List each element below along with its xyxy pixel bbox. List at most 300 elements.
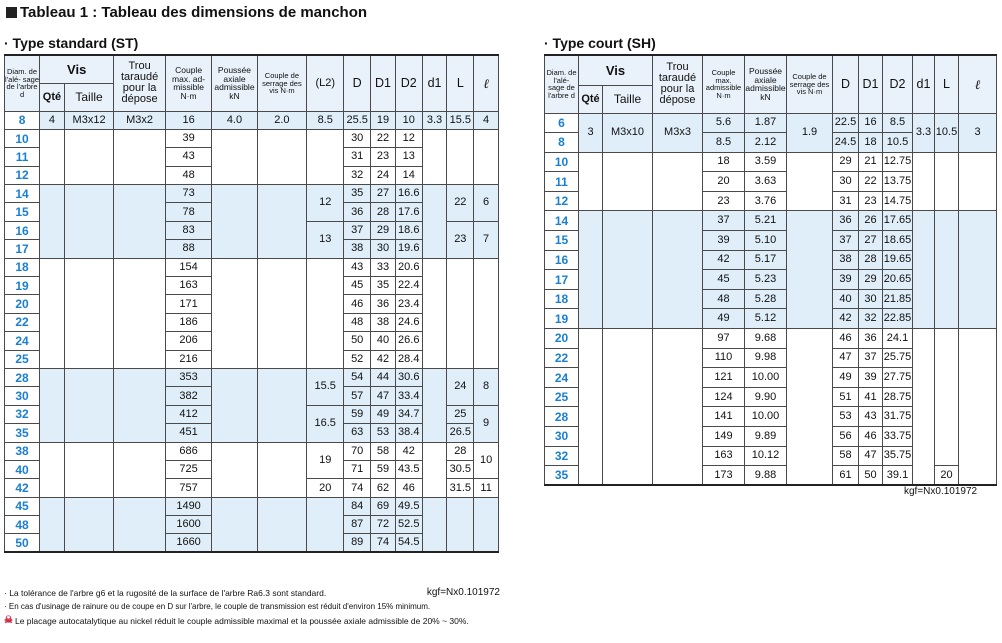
table-cell: 24.6 bbox=[395, 313, 422, 331]
diameter-cell: 32 bbox=[545, 446, 579, 466]
diameter-cell: 28 bbox=[545, 407, 579, 427]
table-cell: 31.5 bbox=[447, 479, 474, 497]
table-cell: 12.75 bbox=[883, 152, 913, 172]
table-cell bbox=[307, 497, 344, 552]
table-cell: 36 bbox=[371, 295, 396, 313]
table-cell: 49.5 bbox=[395, 497, 422, 515]
table-cell: 31.75 bbox=[883, 407, 913, 427]
diameter-cell: 11 bbox=[545, 172, 579, 192]
table-cell: 22 bbox=[371, 129, 396, 147]
table-cell: 24.5 bbox=[833, 133, 859, 153]
table-cell: 12 bbox=[307, 185, 344, 222]
table-cell bbox=[64, 129, 114, 184]
table-cell: 9.88 bbox=[745, 466, 787, 486]
table-cell: 28 bbox=[447, 442, 474, 460]
table-cell: 28.75 bbox=[883, 387, 913, 407]
table-cell: 23 bbox=[859, 191, 883, 211]
header-couple-serrage: Couple de serrage des vis N·m bbox=[257, 55, 307, 111]
table-cell: 12 bbox=[395, 129, 422, 147]
table-cell bbox=[64, 442, 114, 497]
table-cell: 30.5 bbox=[447, 460, 474, 478]
table-cell: 1600 bbox=[165, 516, 211, 534]
table-cell: 8.5 bbox=[307, 111, 344, 129]
table-cell bbox=[913, 211, 935, 329]
table-cell: 88 bbox=[165, 240, 211, 258]
table-cell: 36 bbox=[833, 211, 859, 231]
table-cell bbox=[959, 211, 997, 329]
table-cell: 59 bbox=[371, 460, 396, 478]
table-cell bbox=[40, 442, 65, 497]
diameter-cell: 14 bbox=[5, 185, 40, 203]
table-cell: 47 bbox=[371, 387, 396, 405]
table-cell bbox=[257, 258, 307, 368]
header-diam: Diam. de l'alé- sage de l'arbre d bbox=[5, 55, 40, 111]
table-cell: 4 bbox=[474, 111, 499, 129]
sh-header-couple-serrage: Couple de serrage des vis N·m bbox=[787, 55, 833, 113]
table-cell: 83 bbox=[165, 221, 211, 239]
diameter-cell: 11 bbox=[5, 148, 40, 166]
table-cell bbox=[935, 211, 959, 329]
diameter-cell: 15 bbox=[545, 231, 579, 251]
diameter-cell: 18 bbox=[545, 289, 579, 309]
table-cell: 1490 bbox=[165, 497, 211, 515]
table-cell: 171 bbox=[165, 295, 211, 313]
table-cell: 4.0 bbox=[212, 111, 257, 129]
table-cell bbox=[603, 152, 653, 211]
header-qte: Qté bbox=[40, 83, 65, 111]
table-cell: 38.4 bbox=[395, 424, 422, 442]
diameter-cell: 17 bbox=[5, 240, 40, 258]
table-cell: 89 bbox=[344, 534, 371, 552]
table-cell: 451 bbox=[165, 424, 211, 442]
table-cell: 46 bbox=[344, 295, 371, 313]
table-cell: 3.3 bbox=[422, 111, 447, 129]
table-cell: 5.23 bbox=[745, 270, 787, 290]
diameter-cell: 19 bbox=[5, 277, 40, 295]
table-cell bbox=[422, 129, 447, 184]
table-cell: 39.1 bbox=[883, 466, 913, 486]
sh-header-trou: Trou taraudé pour la dépose bbox=[653, 55, 703, 113]
diameter-cell: 25 bbox=[5, 350, 40, 368]
table-cell: 4 bbox=[40, 111, 65, 129]
table-cell: 163 bbox=[703, 446, 745, 466]
table-cell: 6 bbox=[474, 185, 499, 222]
table-cell: 154 bbox=[165, 258, 211, 276]
table-cell: 1660 bbox=[165, 534, 211, 552]
diameter-cell: 35 bbox=[545, 466, 579, 486]
table-cell: 757 bbox=[165, 479, 211, 497]
diameter-cell: 24 bbox=[545, 368, 579, 388]
table-cell: 10.5 bbox=[883, 133, 913, 153]
table-cell: 31 bbox=[833, 191, 859, 211]
table-cell: 412 bbox=[165, 405, 211, 423]
table-cell: 27.75 bbox=[883, 368, 913, 388]
table-cell: M3x3 bbox=[653, 113, 703, 152]
sh-header-D1: D1 bbox=[859, 55, 883, 113]
table-cell bbox=[653, 152, 703, 211]
table-cell: 45 bbox=[703, 270, 745, 290]
table-cell: 24 bbox=[371, 166, 396, 184]
table-cell: 52.5 bbox=[395, 516, 422, 534]
diameter-cell: 16 bbox=[545, 250, 579, 270]
table-cell: 26.6 bbox=[395, 332, 422, 350]
table-cell: 22.4 bbox=[395, 277, 422, 295]
table-cell bbox=[959, 152, 997, 211]
table-cell: 26 bbox=[859, 211, 883, 231]
table-row bbox=[5, 442, 499, 460]
diameter-cell: 38 bbox=[5, 442, 40, 460]
diameter-cell: 32 bbox=[5, 405, 40, 423]
diameter-cell: 30 bbox=[5, 387, 40, 405]
sh-header-d1: d1 bbox=[913, 55, 935, 113]
table-cell: 42 bbox=[395, 442, 422, 460]
table-cell: M3x10 bbox=[603, 113, 653, 152]
table-cell: 10.00 bbox=[745, 407, 787, 427]
table-cell: 173 bbox=[703, 466, 745, 486]
diameter-cell: 50 bbox=[5, 534, 40, 552]
table-cell: 29 bbox=[833, 152, 859, 172]
table-cell: 23 bbox=[447, 221, 474, 258]
table-cell: 22.85 bbox=[883, 309, 913, 329]
table-cell: 39 bbox=[703, 231, 745, 251]
table-cell: 43 bbox=[165, 148, 211, 166]
table-cell: 10 bbox=[395, 111, 422, 129]
table-cell: 42 bbox=[703, 250, 745, 270]
table-cell: 62 bbox=[371, 479, 396, 497]
table-cell: 206 bbox=[165, 332, 211, 350]
table-cell bbox=[212, 129, 257, 184]
table-row bbox=[5, 497, 499, 515]
table-cell: 216 bbox=[165, 350, 211, 368]
table-cell: 18 bbox=[859, 133, 883, 153]
header-D: D bbox=[344, 55, 371, 111]
table-cell: 57 bbox=[344, 387, 371, 405]
table-cell: 54 bbox=[344, 368, 371, 386]
table-cell bbox=[447, 497, 474, 552]
table-cell: 10.00 bbox=[745, 368, 787, 388]
standard-table-body bbox=[5, 111, 499, 552]
header-vis: Vis bbox=[40, 55, 114, 83]
table-cell: 3.76 bbox=[745, 191, 787, 211]
table-cell: 19.6 bbox=[395, 240, 422, 258]
diameter-cell: 19 bbox=[545, 309, 579, 329]
table-cell bbox=[307, 129, 344, 184]
header-couple: Couple max. ad- missible N·m bbox=[165, 55, 211, 111]
table-cell: 41 bbox=[859, 387, 883, 407]
table-cell: 2.12 bbox=[745, 133, 787, 153]
table-cell: 50 bbox=[344, 332, 371, 350]
table-cell: 13 bbox=[395, 148, 422, 166]
table-cell: 74 bbox=[344, 479, 371, 497]
notes bbox=[4, 586, 500, 628]
table-cell: 43 bbox=[859, 407, 883, 427]
court-table-body bbox=[545, 113, 997, 485]
table-cell: 20.65 bbox=[883, 270, 913, 290]
table-cell bbox=[64, 258, 114, 368]
table-cell: 30.6 bbox=[395, 368, 422, 386]
table-cell: 186 bbox=[165, 313, 211, 331]
diameter-cell: 10 bbox=[5, 129, 40, 147]
header-l2: (L2) bbox=[307, 55, 344, 111]
table-cell bbox=[64, 368, 114, 442]
table-cell: 87 bbox=[344, 516, 371, 534]
table-row bbox=[545, 211, 997, 231]
table-cell: 49 bbox=[371, 405, 396, 423]
table-cell: 53 bbox=[833, 407, 859, 427]
table-cell: 25.75 bbox=[883, 348, 913, 368]
table-cell: 36 bbox=[344, 203, 371, 221]
table-cell: 21 bbox=[859, 152, 883, 172]
table-cell: 47 bbox=[859, 446, 883, 466]
table-cell: 40 bbox=[833, 289, 859, 309]
table-cell: 39 bbox=[165, 129, 211, 147]
table-cell: 15.5 bbox=[447, 111, 474, 129]
table-cell bbox=[114, 129, 166, 184]
table-cell: 17.65 bbox=[883, 211, 913, 231]
table-cell bbox=[579, 152, 603, 211]
table-cell: 53 bbox=[371, 424, 396, 442]
court-type-title: · Type court (SH) bbox=[544, 35, 656, 51]
note-kgf: kgf=Nx0.101972 bbox=[426, 587, 500, 598]
table-cell: 9.68 bbox=[745, 329, 787, 349]
header-trou: Trou taraudé pour la dépose bbox=[114, 55, 166, 111]
table-cell: 72 bbox=[371, 516, 396, 534]
diameter-cell: 15 bbox=[5, 203, 40, 221]
table-cell: 42 bbox=[371, 350, 396, 368]
table-cell: 37 bbox=[859, 348, 883, 368]
table-cell bbox=[935, 152, 959, 211]
table-cell: 37 bbox=[344, 221, 371, 239]
table-cell: 50 bbox=[859, 466, 883, 486]
table-cell: 9 bbox=[474, 405, 499, 442]
diameter-cell: 8 bbox=[545, 133, 579, 153]
table-cell: 29 bbox=[859, 270, 883, 290]
diameter-cell: 28 bbox=[5, 368, 40, 386]
table-cell: 38 bbox=[344, 240, 371, 258]
table-cell bbox=[447, 129, 474, 184]
diameter-cell: 25 bbox=[545, 387, 579, 407]
table-cell: 20 bbox=[703, 172, 745, 192]
table-cell: 52 bbox=[344, 350, 371, 368]
table-cell bbox=[959, 329, 997, 486]
table-cell bbox=[40, 129, 65, 184]
table-cell: 26.5 bbox=[447, 424, 474, 442]
table-cell: 5.12 bbox=[745, 309, 787, 329]
diameter-cell: 40 bbox=[5, 460, 40, 478]
table-cell: 58 bbox=[833, 446, 859, 466]
note-usinage: · En cas d'usinage de rainure ou de coupe en D sur l'arbre, le couple de transmission est réduit d'environ 15% minimum. bbox=[4, 602, 431, 611]
table-cell: 84 bbox=[344, 497, 371, 515]
table-cell: 30 bbox=[344, 129, 371, 147]
diameter-cell: 35 bbox=[5, 424, 40, 442]
table-cell: 5.17 bbox=[745, 250, 787, 270]
standard-type-title: · Type standard (ST) bbox=[4, 35, 139, 51]
table-cell: 725 bbox=[165, 460, 211, 478]
table-cell bbox=[787, 329, 833, 486]
table-cell bbox=[114, 497, 166, 552]
diameter-cell: 22 bbox=[545, 348, 579, 368]
table-cell: 17.6 bbox=[395, 203, 422, 221]
table-cell: 149 bbox=[703, 427, 745, 447]
table-cell: 22 bbox=[447, 185, 474, 222]
table-cell: 35.75 bbox=[883, 446, 913, 466]
page-title-text: Tableau 1 : Tableau des dimensions de manchon bbox=[20, 4, 368, 21]
header-poussee: Poussée axiale admissible kN bbox=[212, 55, 257, 111]
diameter-cell: 12 bbox=[5, 166, 40, 184]
table-cell bbox=[64, 185, 114, 259]
table-cell: 3.63 bbox=[745, 172, 787, 192]
table-row bbox=[5, 368, 499, 386]
table-cell bbox=[212, 497, 257, 552]
table-cell: 9.98 bbox=[745, 348, 787, 368]
table-cell: 48 bbox=[165, 166, 211, 184]
table-cell: 54.5 bbox=[395, 534, 422, 552]
header-ell: ℓ bbox=[474, 55, 499, 111]
table-row bbox=[5, 129, 499, 147]
table-cell: 56 bbox=[833, 427, 859, 447]
diameter-cell: 8 bbox=[5, 111, 40, 129]
table-cell bbox=[114, 185, 166, 259]
table-cell: 18.65 bbox=[883, 231, 913, 251]
table-cell: 27 bbox=[859, 231, 883, 251]
diameter-cell: 45 bbox=[5, 497, 40, 515]
table-cell bbox=[257, 368, 307, 442]
table-cell: 5.6 bbox=[703, 113, 745, 133]
table-cell: 63 bbox=[344, 424, 371, 442]
table-cell: 10 bbox=[474, 442, 499, 479]
table-cell: 1.87 bbox=[745, 113, 787, 133]
table-cell: 24.1 bbox=[883, 329, 913, 349]
table-cell bbox=[257, 129, 307, 184]
table-cell: 30 bbox=[371, 240, 396, 258]
table-cell: 71 bbox=[344, 460, 371, 478]
table-cell bbox=[787, 211, 833, 329]
table-cell: 29 bbox=[371, 221, 396, 239]
table-cell: 19.65 bbox=[883, 250, 913, 270]
table-cell: 42 bbox=[833, 309, 859, 329]
table-cell: 22 bbox=[859, 172, 883, 192]
table-cell bbox=[579, 329, 603, 486]
table-cell: 28.4 bbox=[395, 350, 422, 368]
diameter-cell: 16 bbox=[5, 221, 40, 239]
table-cell: 5.10 bbox=[745, 231, 787, 251]
table-cell: 49 bbox=[703, 309, 745, 329]
table-cell bbox=[603, 211, 653, 329]
table-cell: 46 bbox=[833, 329, 859, 349]
table-row bbox=[5, 185, 499, 203]
table-cell: 27 bbox=[371, 185, 396, 203]
table-cell: 10.12 bbox=[745, 446, 787, 466]
table-cell bbox=[422, 497, 447, 552]
table-cell: 31 bbox=[344, 148, 371, 166]
table-cell: 33.75 bbox=[883, 427, 913, 447]
table-cell bbox=[474, 497, 499, 552]
header-taille: Taille bbox=[64, 83, 114, 111]
table-cell: 16 bbox=[165, 111, 211, 129]
table-cell: 48 bbox=[703, 289, 745, 309]
table-cell bbox=[114, 368, 166, 442]
table-cell bbox=[447, 258, 474, 368]
table-cell: 46 bbox=[859, 427, 883, 447]
table-cell: 22.5 bbox=[833, 113, 859, 133]
table-cell: 97 bbox=[703, 329, 745, 349]
table-cell: 78 bbox=[165, 203, 211, 221]
table-cell: 59 bbox=[344, 405, 371, 423]
sh-header-ell: ℓ bbox=[959, 55, 997, 113]
sh-header-taille: Taille bbox=[603, 85, 653, 113]
table-cell bbox=[579, 211, 603, 329]
table-cell bbox=[422, 442, 447, 497]
table-cell: 34.7 bbox=[395, 405, 422, 423]
table-cell bbox=[40, 258, 65, 368]
table-cell bbox=[474, 129, 499, 184]
table-cell: 2.0 bbox=[257, 111, 307, 129]
table-cell: 39 bbox=[833, 270, 859, 290]
table-cell bbox=[40, 185, 65, 259]
table-cell: 15.5 bbox=[307, 368, 344, 405]
diameter-cell: 22 bbox=[5, 313, 40, 331]
sh-header-couple: Couple max. admissible N·m bbox=[703, 55, 745, 113]
table-cell: 18 bbox=[703, 152, 745, 172]
table-cell: 32 bbox=[344, 166, 371, 184]
table-cell: 28 bbox=[859, 250, 883, 270]
table-cell bbox=[913, 329, 935, 486]
table-cell: 20 bbox=[935, 466, 959, 486]
sh-header-diam: Diam. de l'alé- sage de l'arbre d bbox=[545, 55, 579, 113]
table-row bbox=[545, 152, 997, 172]
sh-header-qte: Qté bbox=[579, 85, 603, 113]
table-cell: 45 bbox=[344, 277, 371, 295]
table-cell: 18.6 bbox=[395, 221, 422, 239]
table-row bbox=[5, 111, 499, 129]
table-cell: 39 bbox=[859, 368, 883, 388]
table-cell: 30 bbox=[833, 172, 859, 192]
table-cell bbox=[257, 497, 307, 552]
table-cell bbox=[212, 258, 257, 368]
table-cell: 25 bbox=[447, 405, 474, 423]
table-cell: M3x12 bbox=[64, 111, 114, 129]
sh-header-D: D bbox=[833, 55, 859, 113]
table-cell bbox=[64, 497, 114, 552]
table-cell: 37 bbox=[703, 211, 745, 231]
table-cell bbox=[422, 258, 447, 368]
table-cell: 5.28 bbox=[745, 289, 787, 309]
sh-header-L: L bbox=[935, 55, 959, 113]
diameter-cell: 10 bbox=[545, 152, 579, 172]
table-cell bbox=[212, 442, 257, 497]
table-cell: 23.4 bbox=[395, 295, 422, 313]
table-cell: 43.5 bbox=[395, 460, 422, 478]
sh-header-vis: Vis bbox=[579, 55, 653, 85]
table-cell bbox=[474, 258, 499, 368]
table-cell bbox=[212, 368, 257, 442]
diameter-cell: 6 bbox=[545, 113, 579, 133]
table-cell: 110 bbox=[703, 348, 745, 368]
table-cell: 686 bbox=[165, 442, 211, 460]
table-cell: 3.59 bbox=[745, 152, 787, 172]
table-cell bbox=[40, 368, 65, 442]
diameter-cell: 48 bbox=[5, 516, 40, 534]
table-cell: 23 bbox=[371, 148, 396, 166]
table-cell bbox=[257, 442, 307, 497]
sh-header-D2: D2 bbox=[883, 55, 913, 113]
table-cell bbox=[653, 329, 703, 486]
table-cell: 16.5 bbox=[307, 405, 344, 442]
table-row bbox=[545, 329, 997, 349]
table-cell: 124 bbox=[703, 387, 745, 407]
page-title bbox=[6, 4, 367, 21]
table-cell: 30 bbox=[859, 289, 883, 309]
